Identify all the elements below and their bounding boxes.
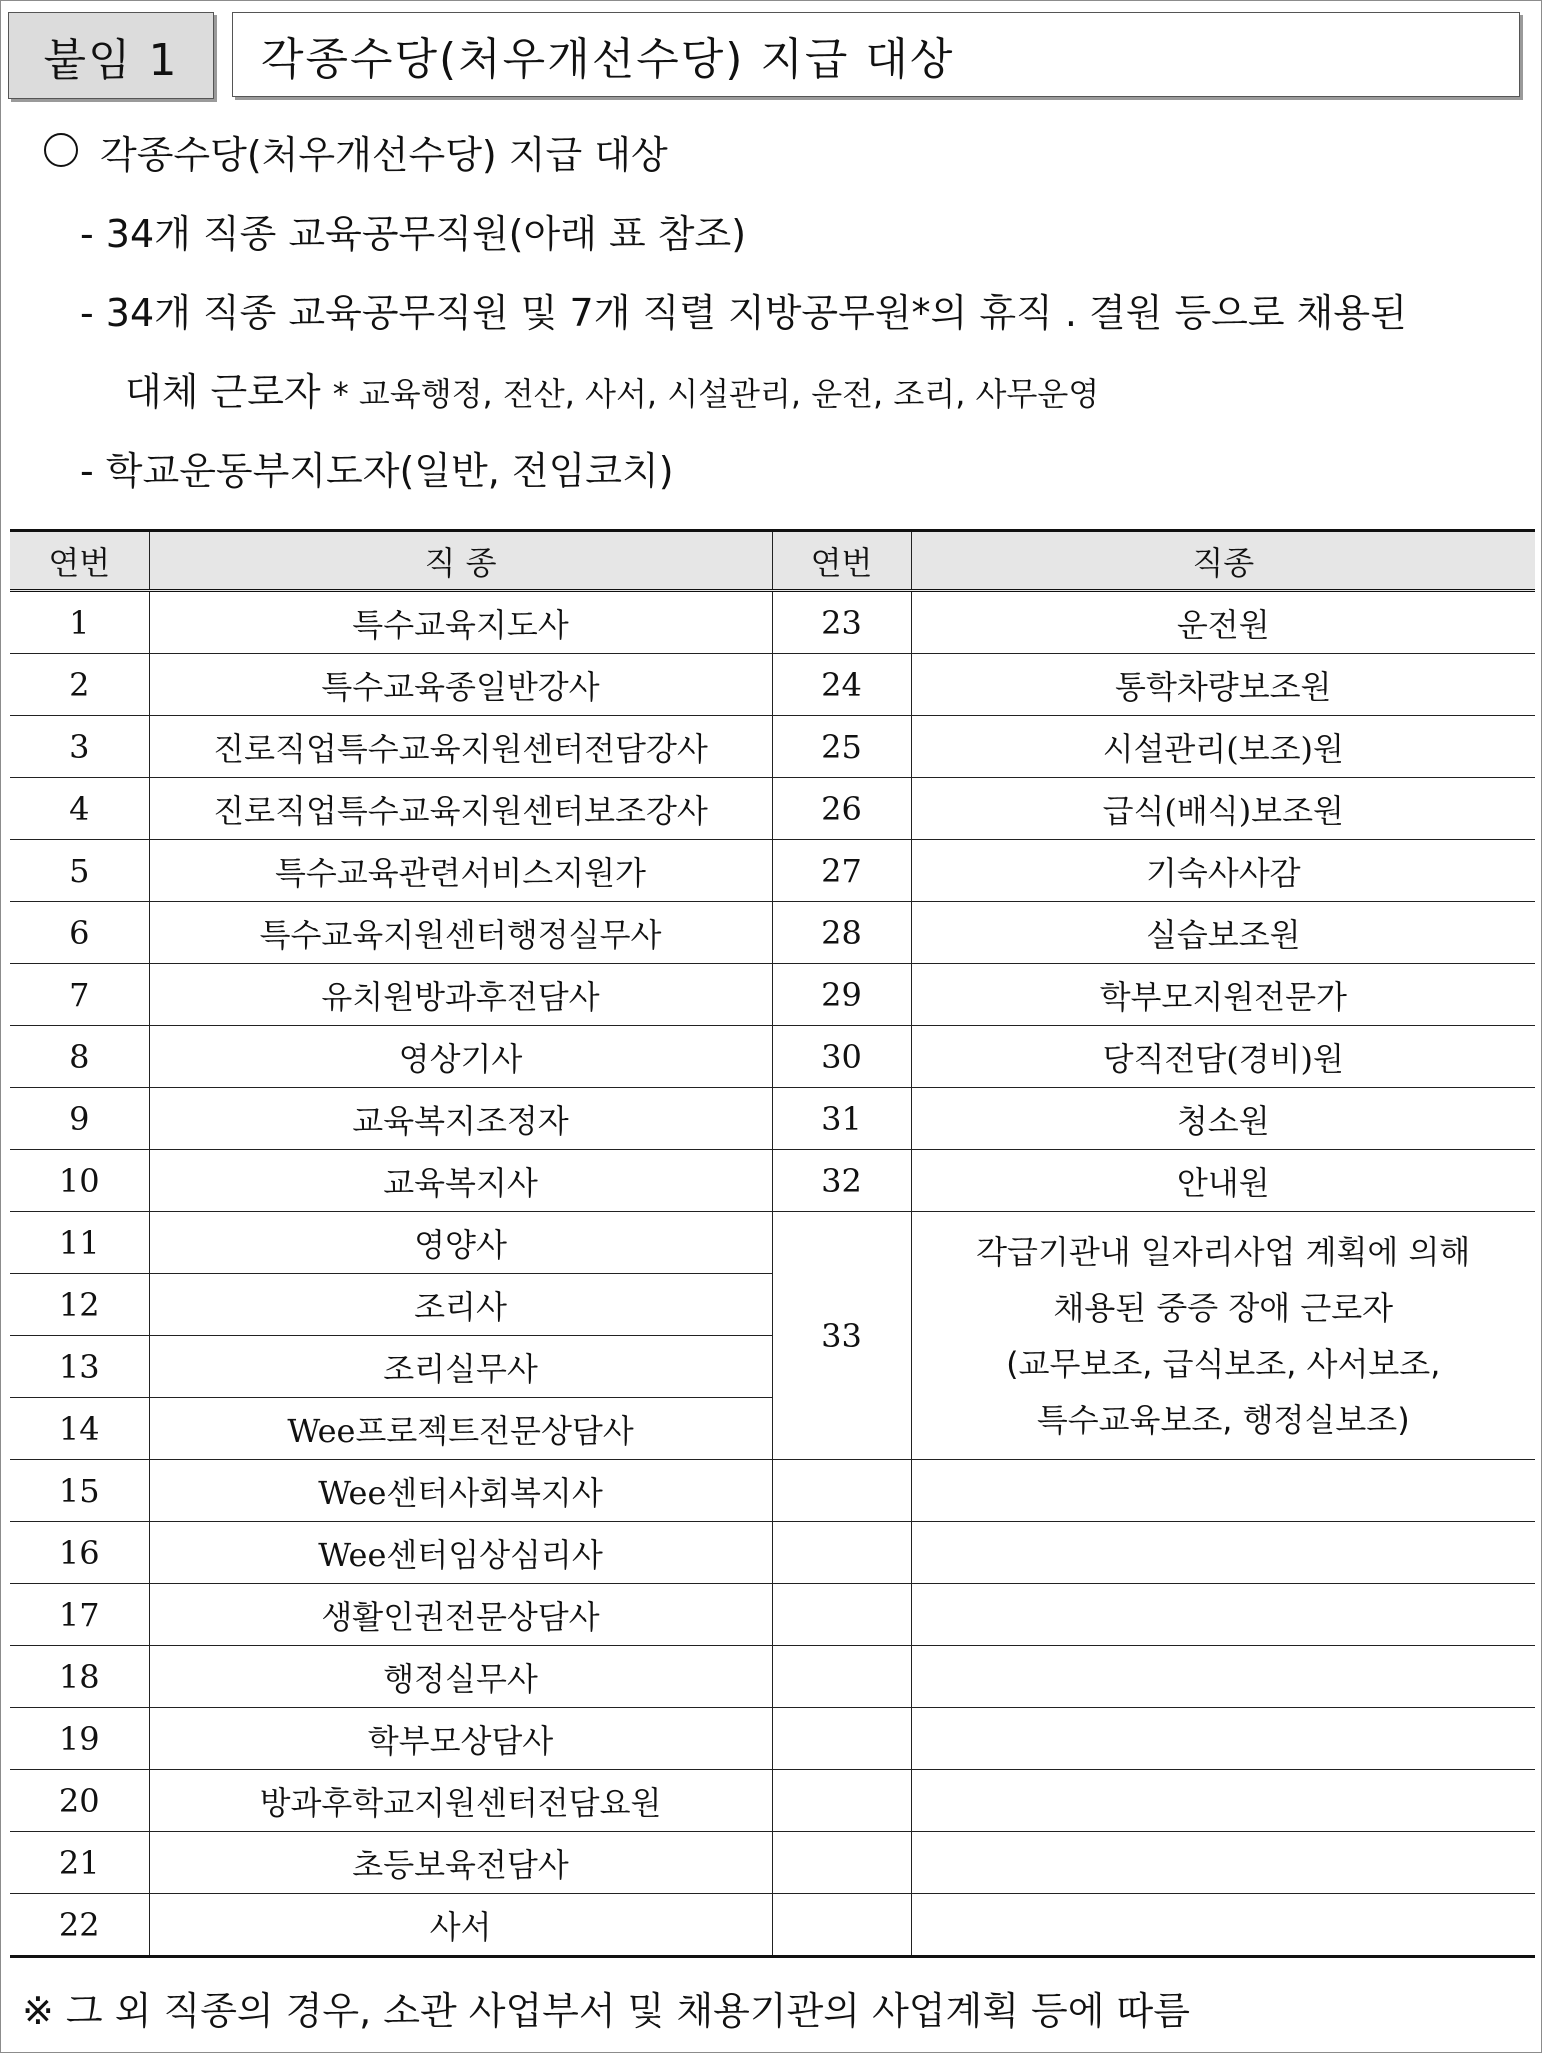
footnote-text: * 교육행정, 전산, 사서, 시설관리, 운전, 조리, 사무운영: [332, 375, 1100, 413]
row-number: 16: [10, 1522, 149, 1584]
row-number: 31: [772, 1088, 911, 1150]
table-row: [10, 1584, 1535, 1646]
description-line: 채용된 중증 장애 근로자: [1053, 1288, 1394, 1327]
row-number: 5: [10, 840, 149, 902]
table-row: [10, 1212, 1535, 1274]
table-row: [10, 1770, 1535, 1832]
empty-cell: [911, 1584, 1535, 1646]
row-number: 25: [772, 716, 911, 778]
job-name: 학부모상담사: [149, 1708, 772, 1770]
table-row: [10, 1832, 1535, 1894]
row-number: 13: [10, 1336, 149, 1398]
row-number: 15: [10, 1460, 149, 1522]
row-number: 6: [10, 902, 149, 964]
row-number: 23: [772, 591, 911, 654]
empty-cell: [772, 1646, 911, 1708]
row-number: 10: [10, 1150, 149, 1212]
job-name: 통학차량보조원: [911, 654, 1535, 716]
row-number: 29: [772, 964, 911, 1026]
job-name: 진로직업특수교육지원센터전담강사: [149, 716, 772, 778]
empty-cell: [772, 1708, 911, 1770]
job-name: 조리실무사: [149, 1336, 772, 1398]
table-row: [10, 1088, 1535, 1150]
job-name: 행정실무사: [149, 1646, 772, 1708]
list-item: - 34개 직종 교육공무직원 및 7개 직렬 지방공무원*의 휴직 . 결원 등으로 채용된: [80, 291, 1407, 335]
row-number: 32: [772, 1150, 911, 1212]
table-row: [10, 1026, 1535, 1088]
row-number: 19: [10, 1708, 149, 1770]
table-row: [10, 591, 1535, 654]
job-name: 특수교육지원센터행정실무사: [149, 902, 772, 964]
row-number: 4: [10, 778, 149, 840]
empty-cell: [772, 1460, 911, 1522]
column-header-job: 직 종: [149, 531, 772, 591]
table-row: [10, 1894, 1535, 1957]
job-name: 기숙사사감: [911, 840, 1535, 902]
empty-cell: [772, 1522, 911, 1584]
table-row: [10, 1646, 1535, 1708]
row-number: 8: [10, 1026, 149, 1088]
table-row: [10, 778, 1535, 840]
row-number: 1: [10, 591, 149, 654]
job-name: 학부모지원전문가: [911, 964, 1535, 1026]
job-name: 생활인권전문상담사: [149, 1584, 772, 1646]
job-name: 당직전담(경비)원: [911, 1026, 1535, 1088]
empty-cell: [772, 1894, 911, 1957]
column-header-job: 직종: [911, 531, 1535, 591]
list-item-continuation: [125, 361, 1099, 416]
job-name: 사서: [149, 1894, 772, 1957]
footer-note: ※ 그 외 직종의 경우, 소관 사업부서 및 채용기관의 사업계획 등에 따름: [22, 1989, 1190, 2033]
empty-cell: [772, 1832, 911, 1894]
job-name: 특수교육지도사: [149, 591, 772, 654]
description-line: 각급기관내 일자리사업 계획에 의해: [976, 1232, 1471, 1271]
job-name: 교육복지조정자: [149, 1088, 772, 1150]
job-name: Wee프로젝트전문상담사: [149, 1398, 772, 1460]
empty-cell: [911, 1832, 1535, 1894]
job-name: 교육복지사: [149, 1150, 772, 1212]
description-line: (교무보조, 급식보조, 사서보조,: [1006, 1344, 1441, 1383]
attachment-badge: 붙임 1: [8, 12, 214, 99]
job-name: 특수교육종일반강사: [149, 654, 772, 716]
row-number: 21: [10, 1832, 149, 1894]
job-name: 운전원: [911, 591, 1535, 654]
row-number: 24: [772, 654, 911, 716]
row-number: 3: [10, 716, 149, 778]
list-item: - 학교운동부지도자(일반, 전임코치): [80, 449, 674, 493]
row-number: 18: [10, 1646, 149, 1708]
job-name: 영양사: [149, 1212, 772, 1274]
table-row: [10, 716, 1535, 778]
empty-cell: [911, 1708, 1535, 1770]
description-line: 특수교육보조, 행정실보조): [1036, 1400, 1410, 1439]
section-heading: 각종수당(처우개선수당) 지급 대상: [100, 133, 668, 177]
table-row: [10, 902, 1535, 964]
row-number: 27: [772, 840, 911, 902]
row-number: 28: [772, 902, 911, 964]
table-row: [10, 1708, 1535, 1770]
job-name: 영상기사: [149, 1026, 772, 1088]
table-row: [10, 1150, 1535, 1212]
row-number: 33: [772, 1212, 911, 1460]
table-row: [10, 840, 1535, 902]
job-name: 청소원: [911, 1088, 1535, 1150]
list-item: - 34개 직종 교육공무직원(아래 표 참조): [80, 212, 747, 256]
job-name: 급식(배식)보조원: [911, 778, 1535, 840]
row-number: 22: [10, 1894, 149, 1957]
row-number: 11: [10, 1212, 149, 1274]
job-name: 유치원방과후전담사: [149, 964, 772, 1026]
row-number: 14: [10, 1398, 149, 1460]
job-name: 초등보육전담사: [149, 1832, 772, 1894]
table-header-row: [10, 531, 1535, 591]
job-types-table: [10, 529, 1535, 1958]
circle-bullet-icon: [44, 133, 78, 167]
job-name: Wee센터사회복지사: [149, 1460, 772, 1522]
empty-cell: [911, 1770, 1535, 1832]
column-header-number: 연번: [772, 531, 911, 591]
empty-cell: [772, 1770, 911, 1832]
job-name: 조리사: [149, 1274, 772, 1336]
job-name: 실습보조원: [911, 902, 1535, 964]
page-title: 각종수당(처우개선수당) 지급 대상: [232, 12, 1520, 97]
row-number: 9: [10, 1088, 149, 1150]
job-name: 특수교육관련서비스지원가: [149, 840, 772, 902]
row-number: 26: [772, 778, 911, 840]
table-row: [10, 964, 1535, 1026]
empty-cell: [911, 1460, 1535, 1522]
job-name: 진로직업특수교육지원센터보조강사: [149, 778, 772, 840]
job-name: 방과후학교지원센터전담요원: [149, 1770, 772, 1832]
job-name: 안내원: [911, 1150, 1535, 1212]
row-number: 20: [10, 1770, 149, 1832]
column-header-number: 연번: [10, 531, 149, 591]
table-row: [10, 1460, 1535, 1522]
empty-cell: [911, 1522, 1535, 1584]
row-number: 30: [772, 1026, 911, 1088]
job-name: Wee센터임상심리사: [149, 1522, 772, 1584]
row-number: 7: [10, 964, 149, 1026]
row-number: 12: [10, 1274, 149, 1336]
table-row: [10, 654, 1535, 716]
table-row: [10, 1522, 1535, 1584]
empty-cell: [911, 1894, 1535, 1957]
job-name: 시설관리(보조)원: [911, 716, 1535, 778]
row-number: 2: [10, 654, 149, 716]
list-item-text: 대체 근로자: [125, 370, 321, 414]
row-number: 17: [10, 1584, 149, 1646]
merged-job-description: [911, 1212, 1535, 1460]
empty-cell: [772, 1584, 911, 1646]
empty-cell: [911, 1646, 1535, 1708]
